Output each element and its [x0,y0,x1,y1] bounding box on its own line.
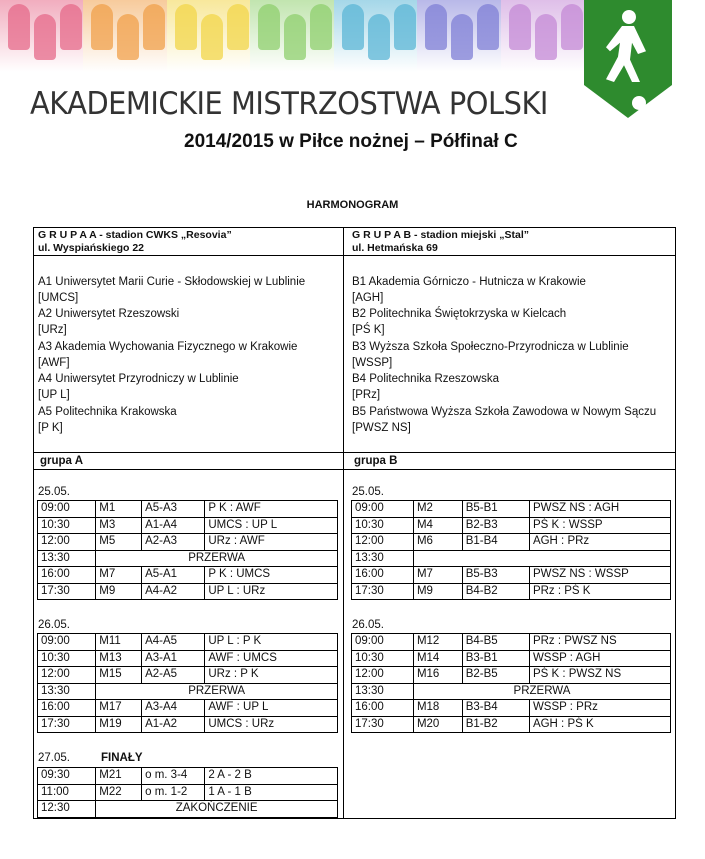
cell-match: UMCS : URz [205,716,338,733]
table-row [352,534,671,551]
cell-m: M13 [96,650,142,667]
cell-g: B3-B1 [462,650,529,667]
athlete-figure-icon [425,4,447,50]
cell-match: AWF : UP L [205,700,338,717]
cell-g: A1-A4 [142,517,205,534]
table-row [38,784,338,801]
table-row [38,550,338,567]
cell-time: 10:30 [352,517,414,534]
athlete-figure-icon [342,4,364,50]
finals-label: FINAŁY [101,752,143,764]
cell-span: PRZERWA [96,550,338,567]
athlete-figure-icon [60,4,82,50]
cell-g: A3-A4 [142,700,205,717]
group-a-address: ul. Wyspiańskiego 22 [38,242,145,254]
cell-match: AWF : UMCS [205,650,338,667]
cell-g: B2-B5 [462,667,529,684]
cell-time: 09:00 [38,634,96,651]
cell-g: B2-B3 [462,517,529,534]
cell-match: P K : AWF [205,501,338,518]
table-row [352,550,671,567]
cell-g: B4-B2 [462,583,529,600]
cell-match: PWSZ NS : WSSP [529,567,670,584]
cell-m: M14 [413,650,462,667]
cell-match: AGH : PRz [529,534,670,551]
cell-m: M7 [413,567,462,584]
table-row [352,567,671,584]
table-row [352,517,671,534]
table-row [38,768,338,785]
athlete-figure-icon [394,4,416,50]
table-row [38,700,338,717]
column-divider [343,227,344,819]
cell-span: PRZERWA [96,683,338,700]
table-row [38,634,338,651]
team-name: B5 Państwowa Wyższa Szkoła Zawodowa w Nowym Sączu [352,406,657,418]
team-name: B3 Wyższa Szkoła Społeczno-Przyrodnicza w Lublinie [352,341,629,353]
table-row [38,683,338,700]
schedule-table-finals [37,767,338,818]
cell-time: 12:00 [38,667,96,684]
cell-m: M7 [96,567,142,584]
cell-time: 17:30 [38,716,96,733]
date-label: 25.05. [38,486,70,498]
team-name: A2 Uniwersytet Rzeszowski [38,308,180,320]
cell-match: URz : P K [205,667,338,684]
table-row [352,667,671,684]
table-row [38,534,338,551]
cell-time: 09:30 [38,768,96,785]
team-name: A4 Uniwersytet Przyrodniczy w Lublinie [38,373,239,385]
team-name: A3 Akademia Wychowania Fizycznego w Krakowie [38,341,298,353]
cell-time: 17:30 [352,716,414,733]
cell-time: 10:30 [38,650,96,667]
divider [33,255,676,256]
cell-time: 09:00 [38,501,96,518]
cell-time: 12:00 [352,534,414,551]
cell-match: PRz : PŚ K [529,583,670,600]
athlete-figure-icon [477,4,499,50]
cell-m: M11 [96,634,142,651]
cell-match: PWSZ NS : AGH [529,501,670,518]
table-row [352,634,671,651]
table-row [352,583,671,600]
cell-match: PRz : PWSZ NS [529,634,670,651]
cell-m: M12 [413,634,462,651]
cell-m: M15 [96,667,142,684]
cell-m: M6 [413,534,462,551]
cell-m: M4 [413,517,462,534]
cell-m: M5 [96,534,142,551]
group-a-heading: G R U P A A - stadion CWKS „Resovia” [38,229,232,241]
divider [33,469,676,470]
team-name: A1 Uniwersytet Marii Curie - Skłodowskiej w Lublinie [38,276,306,288]
cell-m: M18 [413,700,462,717]
schedule-label: HARMONOGRAM [306,199,399,211]
cell-match: UMCS : UP L [205,517,338,534]
athlete-figure-icon [509,4,531,50]
cell-g: A5-A3 [142,501,205,518]
cell-time: 16:00 [352,700,414,717]
cell-match: PŚ K : PWSZ NS [529,667,670,684]
cell-match: WSSP : PRz [529,700,670,717]
team-abbr: [AGH] [352,292,384,304]
cell-span: PRZERWA [413,683,670,700]
cell-g: B5-B3 [462,567,529,584]
schedule-table-a-day1 [37,500,338,600]
team-abbr: [PWSZ NS] [352,422,411,434]
page-title: AKADEMICKIE MISTRZOSTWA POLSKI [30,86,548,122]
cell-match: 2 A - 2 B [205,768,338,785]
athlete-figure-icon [143,4,165,50]
player-head-icon [622,10,636,24]
cell-time: 09:00 [352,501,414,518]
team-abbr: [PRz] [352,389,381,401]
athlete-figure-icon [175,4,197,50]
cell-match: PŚ K : WSSP [529,517,670,534]
cell-g: A4-A2 [142,583,205,600]
cell-m: M16 [413,667,462,684]
cell-g: A2-A3 [142,534,205,551]
table-row [352,700,671,717]
team-name: B1 Akademia Górniczo - Hutnicza w Krakowie [352,276,586,288]
cell-m: M21 [96,768,142,785]
team-name: B2 Politechnika Świętokrzyska w Kielcach [352,308,567,320]
cell-m: M3 [96,517,142,534]
cell-g: A5-A1 [142,567,205,584]
cell-time: 09:00 [352,634,414,651]
cell-match: UP L : P K [205,634,338,651]
table-row [38,501,338,518]
cell-match: P K : UMCS [205,567,338,584]
cell-g: o m. 1-2 [142,784,205,801]
cell-m: M20 [413,716,462,733]
cell-g: B1-B4 [462,534,529,551]
athlete-figure-icon [8,4,30,50]
cell-g: B4-B5 [462,634,529,651]
table-row [38,667,338,684]
cell-m: M19 [96,716,142,733]
team-abbr: [URz] [38,324,67,336]
schedule-table-a-day2 [37,633,338,733]
cell-match: UP L : URz [205,583,338,600]
cell-m: M1 [96,501,142,518]
cell-time: 12:00 [352,667,414,684]
team-abbr: [WSSP] [352,357,393,369]
athlete-figure-icon [117,14,139,60]
cell-time: 12:00 [38,534,96,551]
group-b-label: grupa B [354,455,398,467]
team-abbr: [UMCS] [38,292,79,304]
schedule-table-b-day1 [351,500,671,600]
group-a-label: grupa A [40,455,84,467]
cell-g: B1-B2 [462,716,529,733]
ball-icon [632,96,646,110]
cell-m: M17 [96,700,142,717]
cell-m: M2 [413,501,462,518]
athlete-figure-icon [535,14,557,60]
team-name: A5 Politechnika Krakowska [38,406,177,418]
date-label: 26.05. [352,619,384,631]
athlete-figure-icon [201,14,223,60]
cell-span [413,550,670,567]
cell-g: A4-A5 [142,634,205,651]
cell-time: 16:00 [38,567,96,584]
cell-time: 13:30 [352,550,414,567]
date-label: 26.05. [38,619,70,631]
group-b-heading: G R U P A B - stadion miejski „Stal” [352,229,529,241]
athlete-figure-icon [227,4,249,50]
cell-match: 1 A - 1 B [205,784,338,801]
cell-time: 16:00 [352,567,414,584]
athlete-figure-icon [284,14,306,60]
team-name: B4 Politechnika Rzeszowska [352,373,500,385]
cell-match: WSSP : AGH [529,650,670,667]
cell-time: 11:00 [38,784,96,801]
table-row [352,716,671,733]
table-row [352,683,671,700]
table-row [352,501,671,518]
cell-g: o m. 3-4 [142,768,205,785]
group-b-address: ul. Hetmańska 69 [352,242,438,254]
team-abbr: [AWF] [38,357,70,369]
table-row [38,716,338,733]
cell-g: A2-A5 [142,667,205,684]
cell-time: 17:30 [352,583,414,600]
table-row [352,650,671,667]
cell-m: M9 [413,583,462,600]
cell-m: M9 [96,583,142,600]
cell-time: 16:00 [38,700,96,717]
cell-time: 12:30 [38,801,96,818]
cell-match: URz : AWF [205,534,338,551]
cell-m: M22 [96,784,142,801]
cell-span: ZAKOŃCZENIE [96,801,338,818]
cell-time: 10:30 [352,650,414,667]
athlete-figure-icon [368,14,390,60]
team-abbr: [PŚ K] [352,324,385,336]
cell-time: 17:30 [38,583,96,600]
athlete-figure-icon [258,4,280,50]
table-row [38,650,338,667]
athlete-figure-icon [561,4,583,50]
cell-time: 13:30 [38,550,96,567]
table-row [38,801,338,818]
cell-match: AGH : PŚ K [529,716,670,733]
page-subtitle: 2014/2015 w Piłce nożnej – Półfinał C [184,131,518,152]
table-row [38,583,338,600]
cell-g: B5-B1 [462,501,529,518]
team-abbr: [P K] [38,422,63,434]
athlete-figure-icon [91,4,113,50]
team-abbr: [UP L] [38,389,70,401]
athlete-figure-icon [451,14,473,60]
date-label: 27.05. [38,752,70,764]
cell-time: 10:30 [38,517,96,534]
table-row [38,517,338,534]
schedule-table-b-day2 [351,633,671,733]
cell-g: A3-A1 [142,650,205,667]
cell-g: B3-B4 [462,700,529,717]
athlete-figure-icon [310,4,332,50]
cell-time: 13:30 [38,683,96,700]
cell-g: A1-A2 [142,716,205,733]
cell-time: 13:30 [352,683,414,700]
table-row [38,567,338,584]
date-label: 25.05. [352,486,384,498]
athlete-figure-icon [34,14,56,60]
